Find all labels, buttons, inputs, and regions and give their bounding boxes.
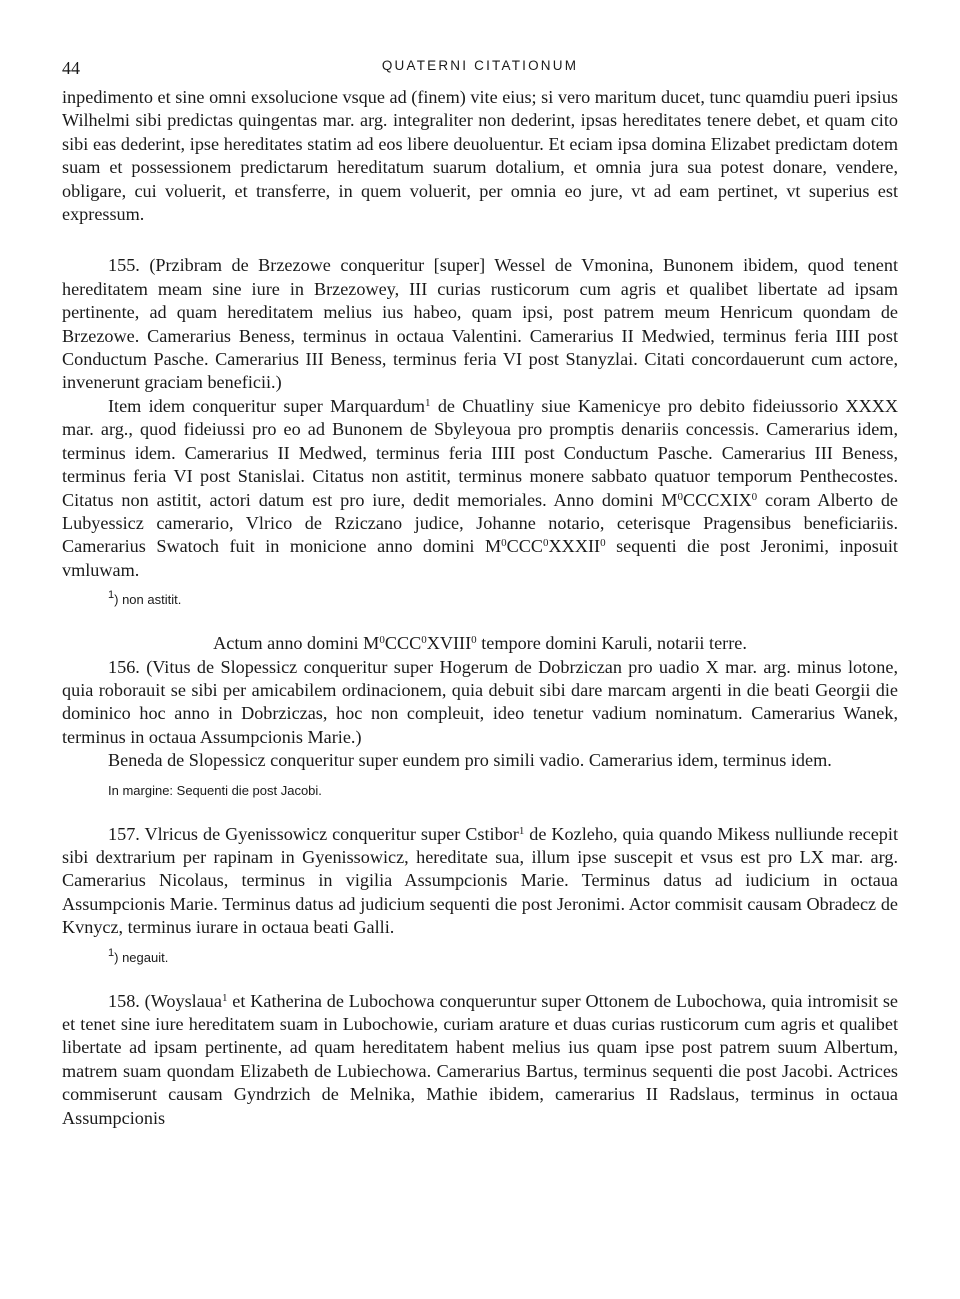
superscript: 0 xyxy=(379,634,385,647)
text: CCCXIX xyxy=(682,489,752,510)
footnote-marker: 1 xyxy=(108,946,115,959)
superscript: 0 xyxy=(471,634,477,647)
footnote-2 xyxy=(108,948,898,968)
paragraph-continuation: inpedimento et sine omni exsolucione vsque ad (finem) vite eius; si vero maritum ducet, tunc quamdiu pueri ipsius Wilhelmi sibi predictas quingentas mar. arg. integraliter non dederint, ipsas hereditates tenere debet, et quam cito sibi eas dederint, ipse hereditates statim ad eos libere deuoluentur. Et eciam ipsa domina Elizabet predictam dotem suam et possessionem predictarum hereditatum suarum dotalium, et omnia jura sua potest donare, vendere, obligare, cui voluerit, et transferre, in quem voluerit, per omnia eo jure, vt ad eam pertinet, vt superius est expressum. xyxy=(62,87,898,225)
text: et Katherina de Lubochowa conqueruntur super Ottonem de Lubochowa, quia intromisit se et tenet sine iure hereditatem suam in Lubochowie, curiam arature et duas curias rusticorum cum agris et qualibet libertate ad ipsam pertinente, ad quam hereditatem habent melius ius quam ipse post patrem suum Albertum, matrem suam quondam Elizabeth de Lubiechowa. Camerarius Bartus, terminus sequenti die post Jacobi. Actrices commiserunt causam Gyndrzich de Melnika, Mathie ibidem, camerarius II Radslaus, terminus in octaua Assumpcionis xyxy=(62,990,898,1128)
superscript: 0 xyxy=(600,537,606,550)
text: 158. (Woyslaua xyxy=(108,990,222,1011)
footnote-marker: 1 xyxy=(108,589,115,602)
text: CCC xyxy=(384,633,422,654)
superscript: 0 xyxy=(751,490,758,503)
entry-156-item: Beneda de Slopessicz conqueritur super eundem pro simili vadio. Camerarius idem, terminus idem. xyxy=(108,750,832,771)
superscript: 0 xyxy=(421,634,427,647)
margin-note: In margine: Sequenti die post Jacobi. xyxy=(108,782,322,798)
footnote-1 xyxy=(108,590,898,610)
text: de Kozleho, quia quando Mikess nulliunde recepit sibi dextrarium per rapinam in Gyenissowicz, hereditate sua, illum ipse suscepit et vsus est pro LX mar. arg. Camerarius Nicolaus, terminus in vigilia Assumpcionis Marie. Terminus datus ad iudicium in octaua Assumpcionis Marie. Terminus datus ad judicium sequenti die post Jeronimi. Actor commisit causam Obradecz de Kvnycz, terminus iurare in octaua beati Galli. xyxy=(62,823,898,938)
text: XVIII xyxy=(426,633,472,654)
superscript: 0 xyxy=(501,537,507,550)
text: Item idem conqueritur super Marquardum xyxy=(108,395,426,416)
footnote-ref: 1 xyxy=(425,396,431,409)
page-number: 44 xyxy=(62,58,80,78)
footnote-ref: 1 xyxy=(518,824,525,837)
superscript: 0 xyxy=(543,537,549,550)
text: sequenti die post Jeronimi, inposuit vmluwam. xyxy=(62,536,898,580)
footnote-text: ) negauit. xyxy=(114,949,169,965)
footnote-ref: 1 xyxy=(221,991,228,1004)
running-title: QUATERNI CITATIONUM xyxy=(381,58,579,73)
page-header xyxy=(62,52,898,86)
text: Actum anno domini M xyxy=(213,633,380,654)
text: tempore domini Karuli, notarii terre. xyxy=(476,633,747,654)
text: de Chuatliny siue Kamenicye pro debito fideiussorio XXXX mar. arg., quod fideiussi pro eo ad Bunonem de Sbyleyoua pro promptis denariis concessis. Camerarius idem, terminus idem. Camerarius II Medwed, terminus feria IIII post Conductum Pasche. Camerarius III Beness, terminus feria VI post Stanislai. Citatus non astitit, terminus monere sabbato quatuor temporum Penthecostes. Citatus non astitit, actori datum est pro iure, dedit memoriales. Anno domini M xyxy=(62,395,898,510)
text: coram Alberto de Lubyessicz camerario, Vlrico de Rziczano judice, Johanne notario, ceterisque Pragensibus beneficiariis. Camerarius Swatoch fuit in monicione anno domini M xyxy=(62,489,898,557)
footnote-text: ) non astitit. xyxy=(114,592,182,608)
text: XXXII xyxy=(548,536,601,557)
document-page xyxy=(62,52,898,1130)
superscript: 0 xyxy=(677,490,683,503)
text: 157. Vlricus de Gyenissowicz conqueritur super Cstibor xyxy=(108,823,519,844)
entry-155-item xyxy=(62,395,898,582)
entry-155: 155. (Przibram de Brzezowe conqueritur [super] Wessel de Vmonina, Bunonem ibidem, quod tenent hereditatem meam sine iure in Brzezowey, III curias rusticorum cum agris et qualibet libertate ad ipsam pertinente, ad quam hereditatem melius ius habeo, quam ipsi, post patrem meum Henricum quondam de Brzezowe. Camerarius Beness, terminus in octaua Valentini. Camerarius II Medwied, terminus feria IIII post Conductum Pasche. Camerarius III Beness, terminus feria VI post Stanyzlai. Citati concordauerunt cum actore, invenerunt graciam beneficii.) xyxy=(62,255,898,393)
entry-157 xyxy=(62,823,898,940)
actum-heading xyxy=(62,632,898,655)
entry-158 xyxy=(62,990,898,1130)
text: CCC xyxy=(506,536,544,557)
entry-156: 156. (Vitus de Slopessicz conqueritur super Hogerum de Dobrziczan pro uadio X mar. arg. minus lotone, quia roborauit se sibi per amicabilem ordinacionem, quia debuit sibi dare marcam argenti in die beati Georgii die dominico hoc anno in Dobrziczas, hoc non compleuit, ideo tenetur vadium nominatum. Camerarius Wanek, terminus in octaua Assumpcionis Marie.) xyxy=(62,656,898,747)
